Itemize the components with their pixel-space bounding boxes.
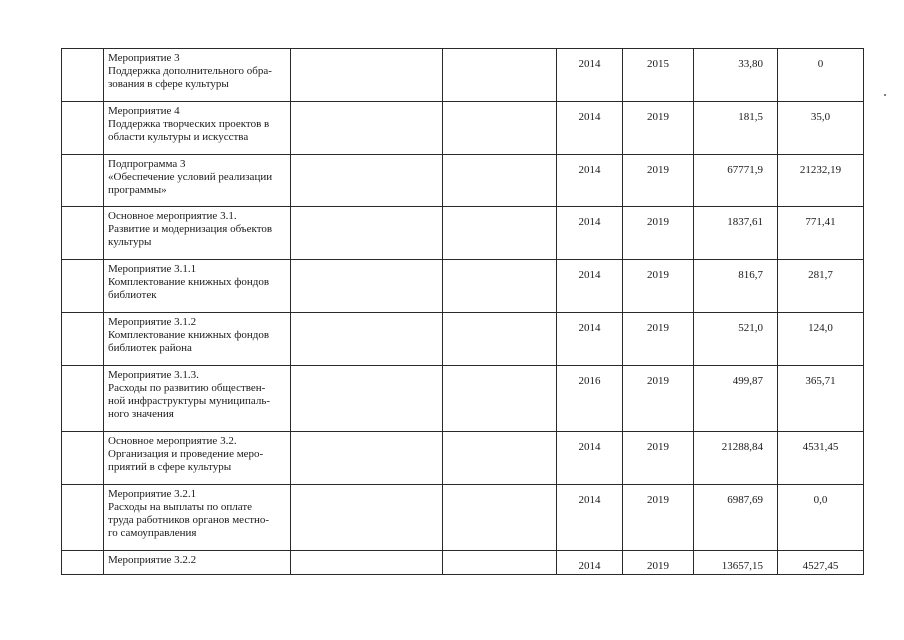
activity-name-line: Мероприятие 3.2.2 (108, 554, 197, 566)
end-year-cell: 2019 (623, 260, 694, 313)
executor-cell (291, 260, 443, 313)
start-year-cell: 2014 (557, 260, 623, 313)
activity-name-line: ного значения (108, 408, 174, 420)
end-year-cell: 2015 (623, 49, 694, 102)
activity-name-line: го самоуправления (108, 527, 197, 539)
result-cell (443, 49, 557, 102)
result-cell (443, 551, 557, 575)
table-row (62, 313, 864, 366)
amount-2-cell: 771,41 (778, 207, 864, 260)
activity-name-cell (104, 551, 291, 575)
row-index-cell (62, 551, 104, 575)
end-year-cell: 2019 (623, 551, 694, 575)
activity-name-cell (104, 155, 291, 207)
activity-name-cell (104, 485, 291, 551)
amount-2-cell: 21232,19 (778, 155, 864, 207)
activity-name-line: Организация и проведение меро- (108, 448, 264, 460)
activity-name-line: Мероприятие 4 (108, 105, 180, 117)
activity-name-line: Мероприятие 3.2.1 (108, 488, 197, 500)
activity-name-cell (104, 313, 291, 366)
table-row (62, 207, 864, 260)
amount-2-cell: 0 (778, 49, 864, 102)
activity-name-line: культуры (108, 236, 152, 248)
row-index-cell (62, 485, 104, 551)
scan-speck (884, 94, 886, 96)
amount-2-cell: 35,0 (778, 102, 864, 155)
activity-name-line: Развитие и модернизация объектов (108, 223, 273, 235)
start-year-cell: 2014 (557, 207, 623, 260)
table-row (62, 49, 864, 102)
activity-name-cell (104, 207, 291, 260)
activity-name-line: «Обеспечение условий реализации (108, 171, 273, 183)
executor-cell (291, 313, 443, 366)
amount-cell: 181,5 (694, 102, 778, 155)
amount-cell: 521,0 (694, 313, 778, 366)
result-cell (443, 207, 557, 260)
result-cell (443, 432, 557, 485)
executor-cell (291, 551, 443, 575)
end-year-cell: 2019 (623, 207, 694, 260)
result-cell (443, 102, 557, 155)
activity-name-line: Поддержка творческих проектов в (108, 118, 270, 130)
activity-name-line: библиотек (108, 289, 157, 301)
row-index-cell (62, 49, 104, 102)
row-index-cell (62, 102, 104, 155)
amount-cell: 21288,84 (694, 432, 778, 485)
activity-name-line: ной инфраструктуры муниципаль- (108, 395, 271, 407)
activity-name-line: Мероприятие 3 (108, 52, 180, 64)
table-row (62, 366, 864, 432)
executor-cell (291, 485, 443, 551)
table-row (62, 102, 864, 155)
start-year-cell: 2014 (557, 313, 623, 366)
start-year-cell: 2016 (557, 366, 623, 432)
row-index-cell (62, 207, 104, 260)
activity-name-line: Основное мероприятие 3.1. (108, 210, 237, 222)
activity-name-line: Мероприятие 3.1.1 (108, 263, 197, 275)
row-index-cell (62, 366, 104, 432)
amount-2-cell: 124,0 (778, 313, 864, 366)
activity-name-line: области культуры и искусства (108, 131, 249, 143)
executor-cell (291, 432, 443, 485)
start-year-cell: 2014 (557, 102, 623, 155)
amount-cell: 1837,61 (694, 207, 778, 260)
start-year-cell: 2014 (557, 49, 623, 102)
activity-name-line: Расходы по развитию обществен- (108, 382, 266, 394)
activity-name-line: библиотек района (108, 342, 192, 354)
amount-cell: 499,87 (694, 366, 778, 432)
table-row (62, 432, 864, 485)
activity-name-line: программы» (108, 184, 167, 196)
activity-name-cell (104, 260, 291, 313)
table-row (62, 155, 864, 207)
result-cell (443, 366, 557, 432)
program-activities-table (61, 48, 864, 575)
amount-2-cell: 365,71 (778, 366, 864, 432)
row-index-cell (62, 432, 104, 485)
activity-name-cell (104, 432, 291, 485)
activity-name-cell (104, 49, 291, 102)
table-row (62, 260, 864, 313)
executor-cell (291, 366, 443, 432)
end-year-cell: 2019 (623, 102, 694, 155)
end-year-cell: 2019 (623, 485, 694, 551)
activity-name-line: Подпрограмма 3 (108, 158, 186, 170)
activity-name-cell (104, 102, 291, 155)
activity-name-cell (104, 366, 291, 432)
amount-cell: 33,80 (694, 49, 778, 102)
amount-2-cell: 0,0 (778, 485, 864, 551)
start-year-cell: 2014 (557, 155, 623, 207)
row-index-cell (62, 313, 104, 366)
table-body (62, 49, 864, 575)
activity-name-line: Комплектование книжных фондов (108, 276, 270, 288)
row-index-cell (62, 260, 104, 313)
amount-cell: 6987,69 (694, 485, 778, 551)
amount-2-cell: 281,7 (778, 260, 864, 313)
end-year-cell: 2019 (623, 155, 694, 207)
amount-cell: 67771,9 (694, 155, 778, 207)
table-row (62, 551, 864, 575)
result-cell (443, 485, 557, 551)
result-cell (443, 313, 557, 366)
end-year-cell: 2019 (623, 366, 694, 432)
amount-2-cell: 4531,45 (778, 432, 864, 485)
activity-name-line: труда работников органов местно- (108, 514, 270, 526)
activity-name-line: приятий в сфере культуры (108, 461, 232, 473)
amount-cell: 13657,15 (694, 551, 778, 575)
activity-name-line: Поддержка дополнительного обра- (108, 65, 272, 77)
row-index-cell (62, 155, 104, 207)
amount-2-cell: 4527,45 (778, 551, 864, 575)
start-year-cell: 2014 (557, 432, 623, 485)
activity-name-line: Расходы на выплаты по оплате (108, 501, 253, 513)
executor-cell (291, 49, 443, 102)
activity-name-line: Основное мероприятие 3.2. (108, 435, 237, 447)
executor-cell (291, 102, 443, 155)
activity-name-line: зования в сфере культуры (108, 78, 229, 90)
end-year-cell: 2019 (623, 313, 694, 366)
activity-name-line: Мероприятие 3.1.3. (108, 369, 199, 381)
table-row (62, 485, 864, 551)
activity-name-line: Мероприятие 3.1.2 (108, 316, 197, 328)
result-cell (443, 260, 557, 313)
amount-cell: 816,7 (694, 260, 778, 313)
end-year-cell: 2019 (623, 432, 694, 485)
result-cell (443, 155, 557, 207)
executor-cell (291, 155, 443, 207)
start-year-cell: 2014 (557, 485, 623, 551)
executor-cell (291, 207, 443, 260)
start-year-cell: 2014 (557, 551, 623, 575)
activity-name-line: Комплектование книжных фондов (108, 329, 270, 341)
